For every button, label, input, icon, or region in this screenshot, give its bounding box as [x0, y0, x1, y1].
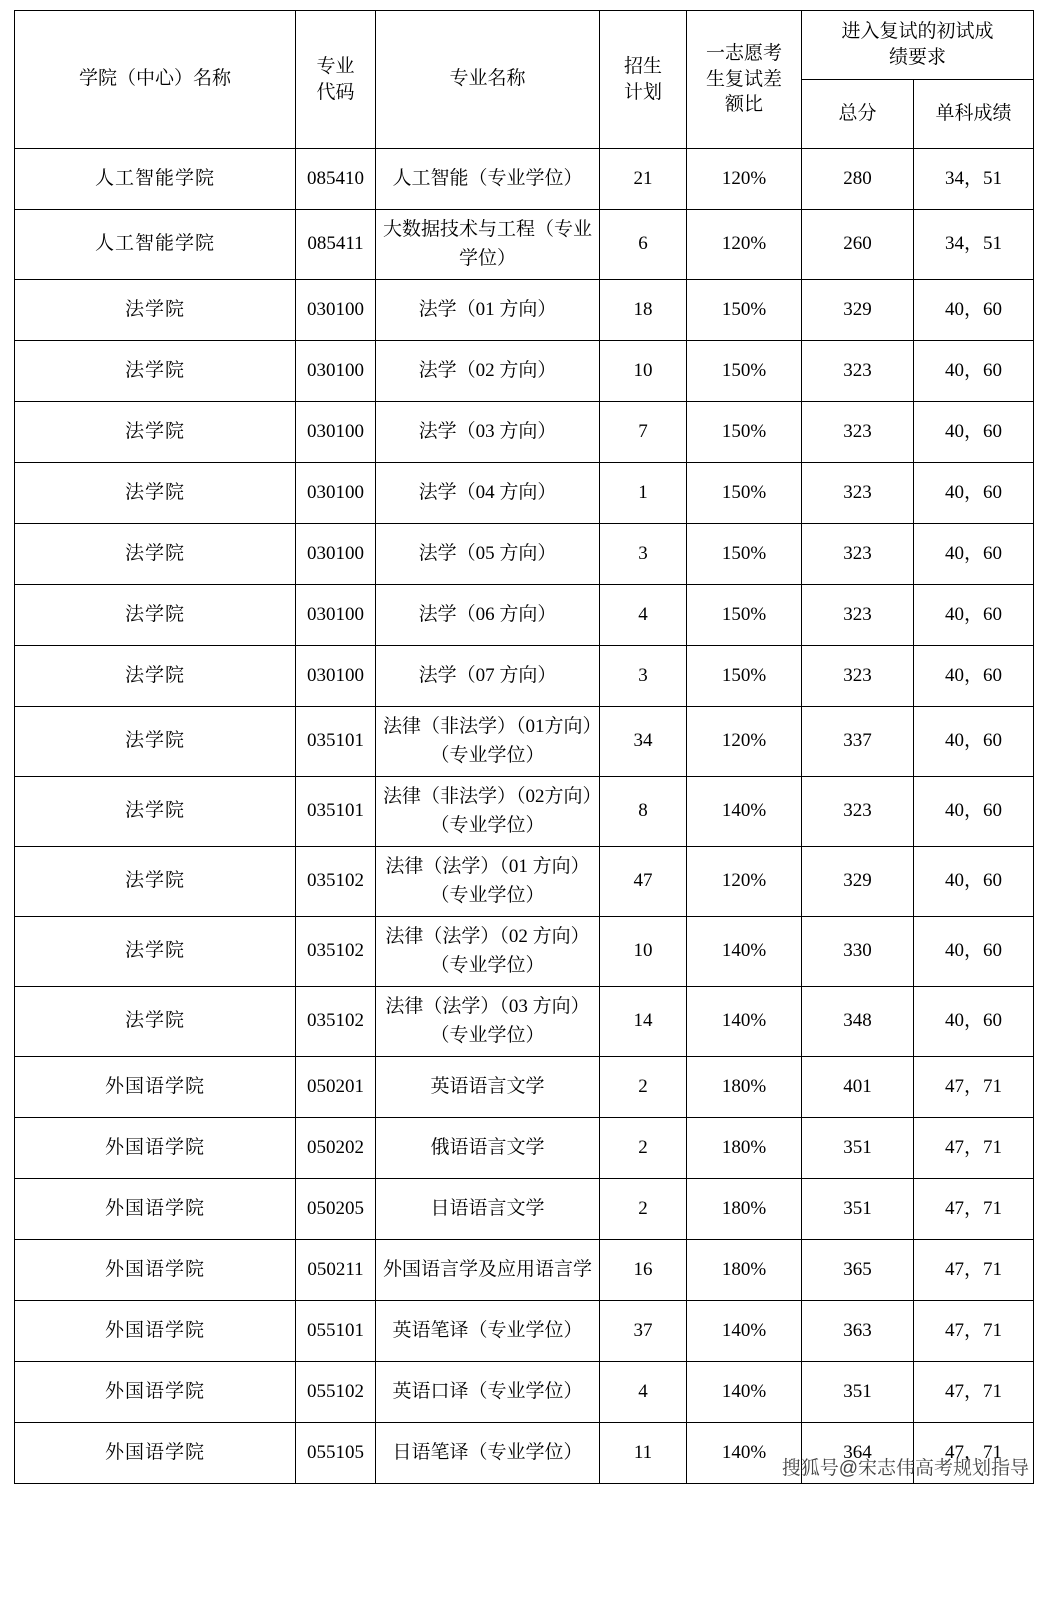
table-row [15, 463, 1034, 524]
cell-total-score: 323 [802, 585, 914, 646]
cell-college: 法学院 [15, 847, 296, 917]
cell-major-code: 035101 [296, 707, 376, 777]
cell-retest-ratio: 140% [687, 1362, 802, 1423]
cell-retest-ratio: 180% [687, 1057, 802, 1118]
cell-college: 法学院 [15, 707, 296, 777]
cell-enrollment-plan: 7 [600, 402, 687, 463]
cell-single-score: 40，60 [914, 917, 1034, 987]
table-row [15, 707, 1034, 777]
cell-retest-ratio: 150% [687, 463, 802, 524]
table-row [15, 402, 1034, 463]
cell-major-name: 法学（02 方向） [376, 341, 600, 402]
cell-total-score: 330 [802, 917, 914, 987]
cell-college: 法学院 [15, 402, 296, 463]
cell-enrollment-plan: 2 [600, 1118, 687, 1179]
cell-major-code: 030100 [296, 280, 376, 341]
cell-major-code: 035102 [296, 987, 376, 1057]
cell-major-code: 085411 [296, 210, 376, 280]
cell-college: 法学院 [15, 777, 296, 847]
cell-single-score: 40，60 [914, 463, 1034, 524]
cell-enrollment-plan: 1 [600, 463, 687, 524]
cell-total-score: 351 [802, 1118, 914, 1179]
cell-retest-ratio: 140% [687, 917, 802, 987]
cell-retest-ratio: 120% [687, 707, 802, 777]
cell-single-score: 40，60 [914, 777, 1034, 847]
cell-total-score: 351 [802, 1362, 914, 1423]
cell-total-score: 323 [802, 646, 914, 707]
cell-major-name: 法学（01 方向） [376, 280, 600, 341]
cell-major-name: 日语笔译（专业学位） [376, 1423, 600, 1484]
cell-retest-ratio: 140% [687, 1301, 802, 1362]
cell-single-score: 40，60 [914, 280, 1034, 341]
cell-major-code: 055105 [296, 1423, 376, 1484]
cell-major-code: 030100 [296, 341, 376, 402]
cell-retest-ratio: 150% [687, 402, 802, 463]
cell-college: 外国语学院 [15, 1240, 296, 1301]
cell-college: 人工智能学院 [15, 149, 296, 210]
watermark-text: 搜狐号@宋志伟高考规划指导 [781, 1458, 1029, 1479]
cell-college: 外国语学院 [15, 1118, 296, 1179]
cell-major-code: 030100 [296, 463, 376, 524]
cell-total-score: 323 [802, 777, 914, 847]
cell-major-name: 俄语语言文学 [376, 1118, 600, 1179]
cell-college: 法学院 [15, 987, 296, 1057]
header-enrollment-plan [600, 11, 687, 149]
cell-single-score: 47，71 [914, 1423, 1034, 1484]
cell-enrollment-plan: 3 [600, 524, 687, 585]
cell-major-name: 大数据技术与工程（专业学位） [376, 210, 600, 280]
cell-major-code: 050202 [296, 1118, 376, 1179]
cell-single-score: 40，60 [914, 402, 1034, 463]
table-row [15, 524, 1034, 585]
header-total-score: 总分 [802, 80, 914, 149]
header-ratio-line2: 生复试差 [705, 68, 782, 90]
header-score-requirement-group [802, 11, 1034, 80]
cell-major-name: 人工智能（专业学位） [376, 149, 600, 210]
cell-major-code: 050211 [296, 1240, 376, 1301]
cell-retest-ratio: 140% [687, 777, 802, 847]
table-row [15, 210, 1034, 280]
cell-enrollment-plan: 14 [600, 987, 687, 1057]
cell-college: 法学院 [15, 646, 296, 707]
cell-enrollment-plan: 21 [600, 149, 687, 210]
cell-enrollment-plan: 16 [600, 1240, 687, 1301]
cell-major-name: 法学（03 方向） [376, 402, 600, 463]
cell-enrollment-plan: 11 [600, 1423, 687, 1484]
cell-major-name: 英语语言文学 [376, 1057, 600, 1118]
table-row [15, 1118, 1034, 1179]
header-plan-line2: 计划 [623, 81, 662, 103]
cell-major-code: 055101 [296, 1301, 376, 1362]
watermark [782, 1453, 1029, 1480]
table-row [15, 646, 1034, 707]
cell-major-name: 法律（非法学）（01方向）（专业学位） [376, 707, 600, 777]
cell-retest-ratio: 140% [687, 1423, 802, 1484]
cell-major-name: 法律（法学）（03 方向）（专业学位） [376, 987, 600, 1057]
cell-total-score: 364 [802, 1423, 914, 1484]
cell-retest-ratio: 150% [687, 524, 802, 585]
cell-college: 外国语学院 [15, 1362, 296, 1423]
cell-major-name: 英语口译（专业学位） [376, 1362, 600, 1423]
cell-retest-ratio: 180% [687, 1240, 802, 1301]
table-row [15, 280, 1034, 341]
cell-major-name: 法律（非法学）（02方向）（专业学位） [376, 777, 600, 847]
cell-total-score: 329 [802, 280, 914, 341]
cell-enrollment-plan: 10 [600, 917, 687, 987]
table-row [15, 585, 1034, 646]
cell-major-name: 外国语言学及应用语言学 [376, 1240, 600, 1301]
table-row [15, 847, 1034, 917]
cell-single-score: 47，71 [914, 1118, 1034, 1179]
cell-total-score: 401 [802, 1057, 914, 1118]
cell-major-code: 035101 [296, 777, 376, 847]
cell-college: 法学院 [15, 341, 296, 402]
cell-single-score: 40，60 [914, 707, 1034, 777]
cell-total-score: 280 [802, 149, 914, 210]
cell-enrollment-plan: 8 [600, 777, 687, 847]
cell-enrollment-plan: 10 [600, 341, 687, 402]
table-row [15, 777, 1034, 847]
cell-major-code: 030100 [296, 646, 376, 707]
cell-college: 法学院 [15, 463, 296, 524]
cell-single-score: 47，71 [914, 1179, 1034, 1240]
cell-college: 法学院 [15, 585, 296, 646]
cell-major-name: 法律（法学）（01 方向）（专业学位） [376, 847, 600, 917]
cell-enrollment-plan: 2 [600, 1057, 687, 1118]
table-row [15, 341, 1034, 402]
header-major-code [296, 11, 376, 149]
header-plan-line1: 招生 [623, 55, 662, 77]
cell-major-code: 030100 [296, 524, 376, 585]
cell-major-code: 030100 [296, 402, 376, 463]
cell-total-score: 365 [802, 1240, 914, 1301]
cell-enrollment-plan: 2 [600, 1179, 687, 1240]
admission-score-table [14, 10, 1034, 1484]
header-row-primary [15, 11, 1034, 80]
cell-enrollment-plan: 4 [600, 1362, 687, 1423]
table-row [15, 1057, 1034, 1118]
cell-major-name: 法学（05 方向） [376, 524, 600, 585]
header-ratio-line3: 额比 [724, 94, 763, 116]
table-row [15, 917, 1034, 987]
cell-total-score: 337 [802, 707, 914, 777]
cell-college: 法学院 [15, 524, 296, 585]
cell-single-score: 47，71 [914, 1362, 1034, 1423]
header-ratio-line1: 一志愿考 [705, 43, 782, 65]
cell-major-code: 055102 [296, 1362, 376, 1423]
cell-major-name: 英语笔译（专业学位） [376, 1301, 600, 1362]
cell-retest-ratio: 150% [687, 280, 802, 341]
cell-single-score: 47，71 [914, 1057, 1034, 1118]
cell-college: 人工智能学院 [15, 210, 296, 280]
cell-major-code: 050201 [296, 1057, 376, 1118]
table-row [15, 1240, 1034, 1301]
table-row [15, 1179, 1034, 1240]
cell-major-code: 030100 [296, 585, 376, 646]
table-row [15, 1301, 1034, 1362]
cell-single-score: 40，60 [914, 341, 1034, 402]
cell-enrollment-plan: 4 [600, 585, 687, 646]
cell-single-score: 47，71 [914, 1240, 1034, 1301]
cell-enrollment-plan: 34 [600, 707, 687, 777]
cell-total-score: 323 [802, 524, 914, 585]
cell-retest-ratio: 140% [687, 987, 802, 1057]
cell-major-code: 050205 [296, 1179, 376, 1240]
cell-college: 法学院 [15, 917, 296, 987]
cell-single-score: 34，51 [914, 149, 1034, 210]
cell-college: 外国语学院 [15, 1057, 296, 1118]
header-retest-ratio [687, 11, 802, 149]
cell-single-score: 34，51 [914, 210, 1034, 280]
cell-major-name: 法学（06 方向） [376, 585, 600, 646]
cell-major-name: 法学（07 方向） [376, 646, 600, 707]
cell-total-score: 323 [802, 402, 914, 463]
cell-major-code: 085410 [296, 149, 376, 210]
cell-retest-ratio: 150% [687, 646, 802, 707]
cell-single-score: 47，71 [914, 1301, 1034, 1362]
cell-enrollment-plan: 18 [600, 280, 687, 341]
cell-enrollment-plan: 47 [600, 847, 687, 917]
header-score-group-line1: 进入复试的初试成 [841, 21, 994, 43]
header-single-subject-score: 单科成绩 [914, 80, 1034, 149]
cell-single-score: 40，60 [914, 987, 1034, 1057]
cell-total-score: 323 [802, 341, 914, 402]
cell-enrollment-plan: 3 [600, 646, 687, 707]
cell-major-code: 035102 [296, 917, 376, 987]
cell-retest-ratio: 180% [687, 1179, 802, 1240]
table-header [15, 11, 1034, 149]
header-major-name: 专业名称 [376, 11, 600, 149]
cell-total-score: 363 [802, 1301, 914, 1362]
cell-total-score: 329 [802, 847, 914, 917]
cell-total-score: 351 [802, 1179, 914, 1240]
header-score-group-line2: 绩要求 [889, 47, 947, 68]
header-major-code-line2: 代码 [316, 81, 355, 103]
cell-college: 外国语学院 [15, 1179, 296, 1240]
cell-retest-ratio: 180% [687, 1118, 802, 1179]
header-major-code-line1: 专业 [316, 55, 355, 77]
cell-single-score: 40，60 [914, 847, 1034, 917]
header-college: 学院（中心）名称 [15, 11, 296, 149]
cell-enrollment-plan: 6 [600, 210, 687, 280]
cell-retest-ratio: 150% [687, 585, 802, 646]
cell-single-score: 40，60 [914, 524, 1034, 585]
cell-major-name: 法律（法学）（02 方向）（专业学位） [376, 917, 600, 987]
table-row [15, 149, 1034, 210]
cell-college: 外国语学院 [15, 1423, 296, 1484]
table-row [15, 1362, 1034, 1423]
cell-total-score: 260 [802, 210, 914, 280]
cell-total-score: 323 [802, 463, 914, 524]
cell-enrollment-plan: 37 [600, 1301, 687, 1362]
cell-retest-ratio: 120% [687, 149, 802, 210]
cell-major-code: 035102 [296, 847, 376, 917]
cell-major-name: 日语语言文学 [376, 1179, 600, 1240]
cell-retest-ratio: 120% [687, 210, 802, 280]
cell-retest-ratio: 150% [687, 341, 802, 402]
cell-total-score: 348 [802, 987, 914, 1057]
cell-retest-ratio: 120% [687, 847, 802, 917]
cell-college: 法学院 [15, 280, 296, 341]
cell-major-name: 法学（04 方向） [376, 463, 600, 524]
cell-single-score: 40，60 [914, 646, 1034, 707]
table-row [15, 987, 1034, 1057]
cell-single-score: 40，60 [914, 585, 1034, 646]
table-body [15, 149, 1034, 1484]
cell-college: 外国语学院 [15, 1301, 296, 1362]
